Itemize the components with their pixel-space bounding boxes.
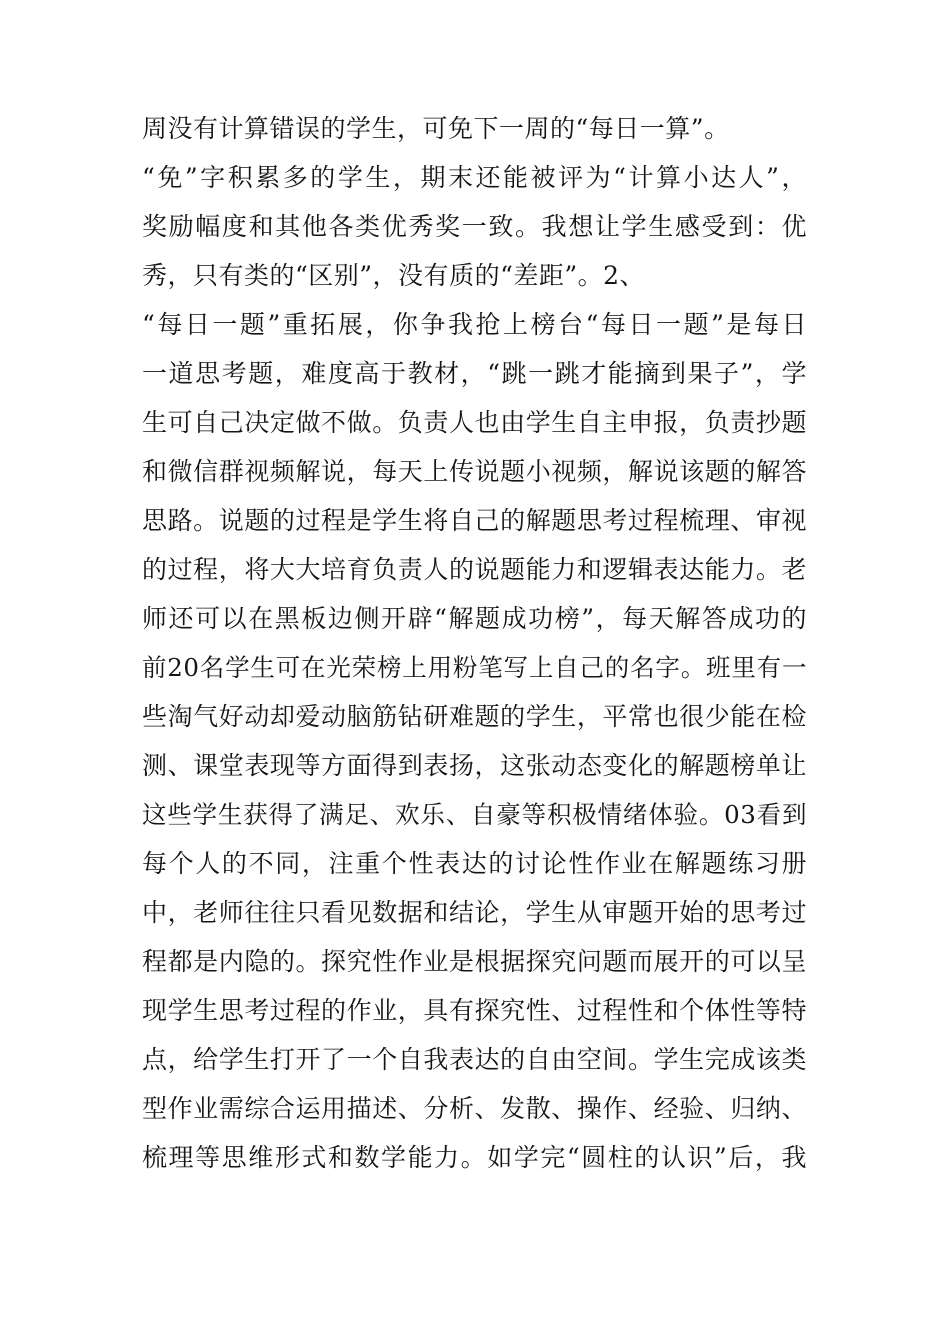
- text-line-13: 些淘气好动却爱动脑筋钻研难题的学生，平常也很少能在检: [142, 702, 807, 731]
- text-line-6: 一道思考题，难度高于教材，“跳一跳才能摘到果子”，学: [142, 359, 807, 388]
- text-line-20: 点，给学生打开了一个自我表达的自由空间。学生完成该类: [142, 1045, 807, 1074]
- text-line-19: 现学生思考过程的作业，具有探究性、过程性和个体性等特: [142, 996, 807, 1025]
- text-line-1: 周没有计算错误的学生，可免下一周的“每日一算”。: [142, 114, 730, 143]
- text-line-5: “每日一题”重拓展，你争我抢上榜台“每日一题”是每日: [142, 310, 808, 339]
- text-line-17: 中，老师往往只看见数据和结论，学生从审题开始的思考过: [142, 898, 807, 927]
- text-line-10: 的过程，将大大培育负责人的说题能力和逻辑表达能力。老: [142, 555, 807, 584]
- text-line-22: 梳理等思维形式和数学能力。如学完“圆柱的认识”后，我: [142, 1143, 807, 1172]
- text-line-2: “免”字积累多的学生，期末还能被评为“计算小达人”，: [142, 163, 807, 192]
- text-line-7: 生可自己决定做不做。负责人也由学生自主申报，负责抄题: [142, 408, 807, 437]
- text-line-18: 程都是内隐的。探究性作业是根据探究问题而展开的可以呈: [142, 947, 807, 976]
- text-line-16: 每个人的不同，注重个性表达的讨论性作业在解题练习册: [142, 849, 807, 878]
- text-line-12: 前20名学生可在光荣榜上用粉笔写上自己的名字。班里有一: [142, 653, 807, 682]
- text-line-9: 思路。说题的过程是学生将自己的解题思考过程梳理、审视: [142, 506, 807, 535]
- text-line-21: 型作业需综合运用描述、分析、发散、操作、经验、归纳、: [142, 1094, 807, 1123]
- text-line-4: 秀，只有类的“区别”，没有质的“差距”。2、: [142, 261, 646, 290]
- text-line-11: 师还可以在黑板边侧开辟“解题成功榜”，每天解答成功的: [142, 604, 807, 633]
- text-line-15: 这些学生获得了满足、欢乐、自豪等积极情绪体验。03看到: [142, 800, 807, 829]
- body-text: [142, 104, 807, 1182]
- text-line-3: 奖励幅度和其他各类优秀奖一致。我想让学生感受到：优: [142, 212, 807, 241]
- text-line-8: 和微信群视频解说，每天上传说题小视频，解说该题的解答: [142, 457, 807, 486]
- text-line-14: 测、课堂表现等方面得到表扬，这张动态变化的解题榜单让: [142, 751, 807, 780]
